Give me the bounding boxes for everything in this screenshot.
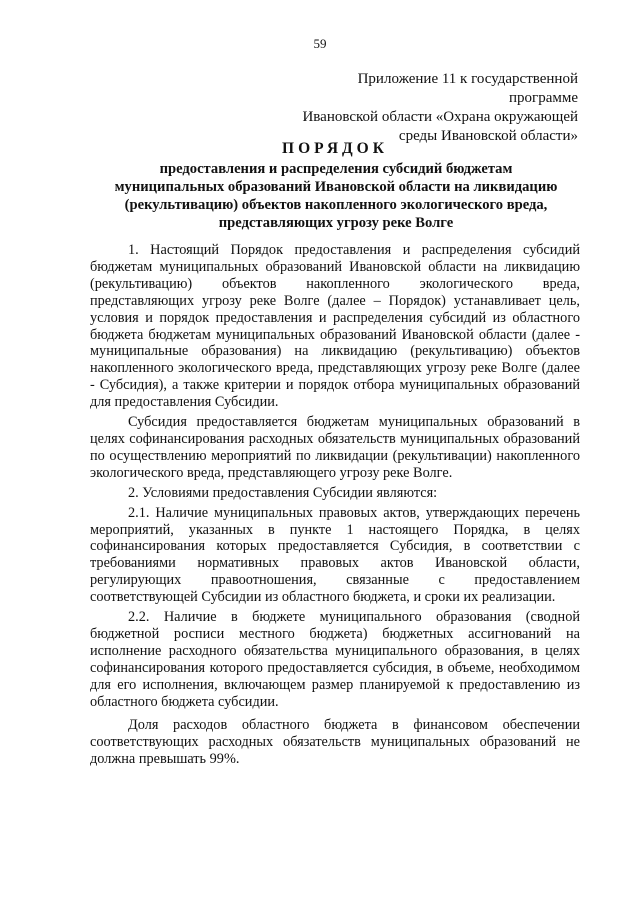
- subtitle-line: предоставления и распределения субсидий бюджетам: [159, 161, 513, 177]
- page-number: 59: [313, 36, 327, 51]
- subtitle-line: представляющих угрозу реке Волге: [218, 215, 454, 231]
- paragraph: 2.2. Наличие в бюджете муниципального образования (сводной бюджетной росписи местного бюджета) бюджетных ассигнований на исполнение расходного обязательства муниципального образования, в целях софинансирования которого предоставляется субсидия, в объеме, необходимом для его исполнения, включающем размер планируемой к предоставлению из областного бюджета субсидии.: [90, 609, 580, 710]
- paragraph: Доля расходов областного бюджета в финансовом обеспечении соответствующих расходных обязательств муниципальных образований не должна превышать 99%.: [90, 717, 580, 768]
- subtitle-line: муниципальных образований Ивановской области на ликвидацию: [114, 179, 558, 195]
- paragraph: Субсидия предоставляется бюджетам муниципальных образований в целях софинансирования расходных обязательств муниципальных образований по осуществлению мероприятий по ликвидации (рекультивации) накопленного экологического вреда, представляющего угрозу реке Волге.: [90, 414, 580, 481]
- paragraph: 2. Условиями предоставления Субсидии являются:: [128, 484, 438, 501]
- paragraph: 2.1. Наличие муниципальных правовых актов, утверждающих перечень мероприятий, указанных в пункте 1 настоящего Порядка, в целях софинансирования которых предоставляется Субсидия, в соответствии с требованиями нормативных правовых актов Ивановской области, регулирующих правоотношения, связанные с предоставлением соответствующей Субсидии из областного бюджета, и сроки их реализации.: [90, 504, 580, 606]
- appendix-line: среды Ивановской области»: [398, 128, 578, 144]
- appendix-line: Ивановской области «Охрана окружающей: [302, 109, 578, 125]
- document-body: [90, 242, 580, 768]
- paragraph: 1. Настоящий Порядок предоставления и распределения субсидий бюджетам муниципальных образований Ивановской области на ликвидацию (рекультивацию) объектов накопленного экологического вреда, представляющих угрозу реке Волге (далее – Порядок) устанавливает цель, условия и порядок предоставления и распределения субсидий из областного бюджета бюджетам муниципальных образований Ивановской области (далее - муниципальные образования) на ликвидацию (рекультивацию) объектов накопленного экологического вреда, представляющих угрозу реке Волге (далее - Субсидия), а также критерии и порядок отбора муниципальных образований для предоставления Субсидии.: [90, 242, 580, 411]
- subtitle-line: (рекультивацию) объектов накопленного экологического вреда,: [124, 197, 548, 213]
- appendix-note: [300, 70, 578, 146]
- document-subtitle: [92, 160, 580, 232]
- appendix-line: Приложение 11 к государственной программе: [357, 71, 578, 106]
- document-title: ПОРЯДОК: [282, 140, 388, 157]
